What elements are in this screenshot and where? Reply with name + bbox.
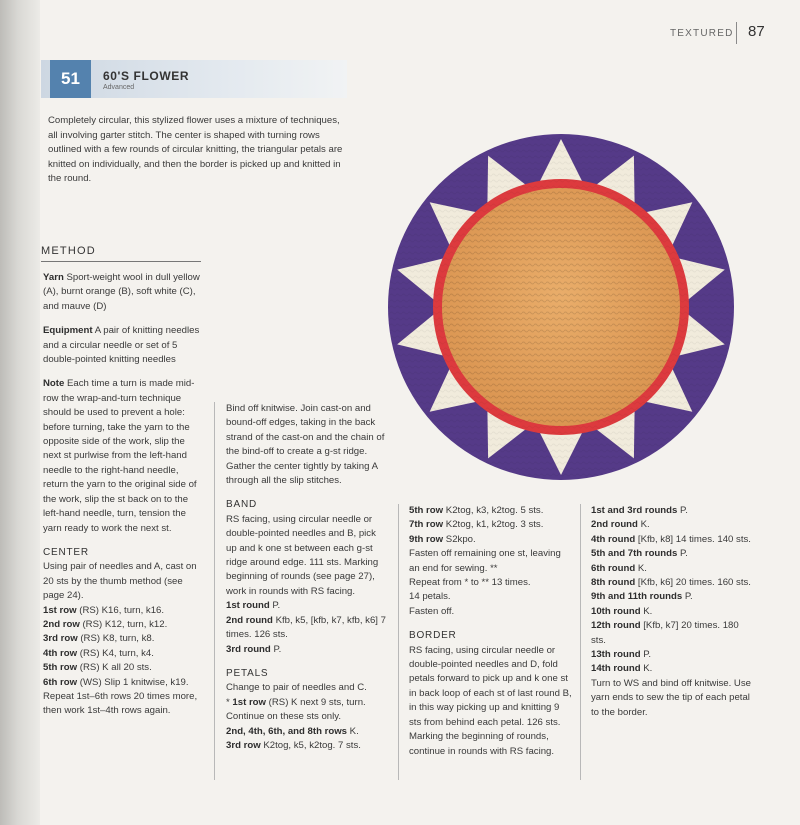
petals-row: * 1st row (RS) K next 9 sts, turn. xyxy=(226,696,366,708)
pattern-number-badge: 51 xyxy=(50,60,91,98)
petals-intro: Change to pair of needles and C. xyxy=(226,682,367,694)
equipment-text: A pair of knitting needles and a circular needle or set of 5 double-pointed knitting needles xyxy=(43,325,200,366)
border-round: 8th round [Kfb, k6] 20 times. 160 sts. xyxy=(591,577,751,589)
header-divider xyxy=(736,22,737,44)
band-round: 1st round P. xyxy=(226,600,281,612)
border-intro: RS facing, using circular needle or double-pointed needles and D, fold petals forward to pick up and k one st in back loop of each st of last round B, in this way picking up and knitting 9 sts from behind each petal. 126 sts. xyxy=(409,644,572,728)
column-border-rounds xyxy=(591,504,756,720)
petals-row: 5th row K2tog, k3, k2tog. 5 sts. xyxy=(409,505,544,516)
column-materials xyxy=(43,271,205,719)
petals-count: 14 petals. xyxy=(409,591,451,603)
band-heading: BAND xyxy=(226,499,257,511)
equipment-label: Equipment xyxy=(43,325,93,337)
border-round: 5th and 7th rounds P. xyxy=(591,548,688,560)
column-divider xyxy=(398,504,399,780)
petals-row: 3rd row K2tog, k5, k2tog. 7 sts. xyxy=(226,739,361,751)
petals-repeat: Repeat from * to ** 13 times. xyxy=(409,577,531,589)
center-repeat: Repeat 1st–6th rows 20 times more, then work 1st–4th rows again. xyxy=(43,690,198,717)
band-intro: RS facing, using circular needle or double-pointed needles and B, pick up and k one st between each g-st ridge around edge. 111 sts. Marking beginning of rounds (see page 27), work in rounds with RS facing. xyxy=(226,513,379,597)
knitted-flower xyxy=(388,134,734,480)
column-petals-border xyxy=(409,504,574,759)
petals-fasten-off: Fasten off. xyxy=(409,605,455,617)
border-round: 10th round K. xyxy=(591,605,653,617)
gather-text: Gather the center tightly by taking A through all the slip stitches. xyxy=(226,460,378,487)
skill-level: Advanced xyxy=(103,84,135,91)
border-finish: Turn to WS and bind off knitwise. Use yarn ends to sew the tip of each petal to the border. xyxy=(591,677,751,718)
bind-off-text: Bind off knitwise. Join cast-on and bound-off edges, taking in the back strand of the cast-on and the chain of the bind-off to create a g-st ridge. xyxy=(226,403,385,458)
center-row: 4th row (RS) K4, turn, k4. xyxy=(43,647,154,659)
petals-even-rows: 2nd, 4th, 6th, and 8th rows K. xyxy=(226,725,359,737)
column-band-petals xyxy=(226,402,386,753)
border-round: 9th and 11th rounds P. xyxy=(591,591,693,603)
column-divider xyxy=(214,402,215,780)
band-round: 3rd round P. xyxy=(226,643,282,655)
yarn-text: Sport-weight wool in dull yellow (A), burnt orange (B), soft white (C), and mauve (D) xyxy=(43,272,200,312)
yarn-paragraph xyxy=(43,271,205,314)
border-round: 2nd round K. xyxy=(591,519,650,531)
method-heading: METHOD xyxy=(41,245,201,262)
knitted-flower-photo xyxy=(372,124,794,484)
yarn-label: Yarn xyxy=(43,272,64,283)
petals-fasten-note: Fasten off remaining one st, leaving an end for sewing. ** xyxy=(409,548,561,574)
note-label: Note xyxy=(43,378,65,390)
border-round: 12th round [Kfb, k7] 20 times. 180 sts. xyxy=(591,620,739,646)
border-heading: BORDER xyxy=(409,630,457,642)
page-header xyxy=(600,22,780,44)
center-row: 6th row (WS) Slip 1 knitwise, k19. xyxy=(43,676,189,688)
section-name: TEXTURED xyxy=(670,28,734,39)
intro-paragraph: Completely circular, this stylized flower uses a mixture of techniques, all involving garter stitch. The center is shaped with turning rows outlined with a few rounds of circular knitting, the triangular petals are knitted on individually, and then the border is picked up and knitted in the round. xyxy=(48,115,343,185)
page-number: 87 xyxy=(748,23,765,40)
note-paragraph xyxy=(43,377,205,535)
center-intro: Using pair of needles and A, cast on 20 sts by the thumb method (see page 24). xyxy=(43,561,197,602)
petals-heading: PETALS xyxy=(226,667,269,679)
center-row: 5th row (RS) K all 20 sts. xyxy=(43,662,152,674)
book-spine-shadow xyxy=(0,0,40,825)
center-heading: CENTER xyxy=(43,546,89,558)
border-round: 13th round P. xyxy=(591,649,652,661)
center-row: 2nd row (RS) K12, turn, k12. xyxy=(43,618,168,630)
pattern-title-band xyxy=(41,60,347,98)
border-marking: Marking the beginning of rounds, continue in rounds with RS facing. xyxy=(409,731,555,757)
border-round: 6th round K. xyxy=(591,562,647,574)
column-divider xyxy=(580,504,581,780)
border-round: 14th round K. xyxy=(591,663,653,675)
petals-continue: Continue on these sts only. xyxy=(226,711,342,723)
band-round: 2nd round Kfb, k5, [kfb, k7, kfb, k6] 7 times. 126 sts. xyxy=(226,614,386,641)
note-text: Each time a turn is made mid-row the wrap-and-turn technique should be used to prevent a hole: before turning, take the yarn to the opposite side of the work, slip the next st purlwise from the left-hand needle to the right-hand needle, return the yarn to the original side of the work, slip the st back on to the left-hand needle, turn, tension the yarn ready to work the next st. xyxy=(43,378,197,534)
equipment-paragraph xyxy=(43,324,205,367)
border-round: 1st and 3rd rounds P. xyxy=(591,505,688,516)
petals-row: 9th row S2kpo. xyxy=(409,533,476,545)
pattern-title: 60'S FLOWER xyxy=(103,69,190,83)
center-row: 3rd row (RS) K8, turn, k8. xyxy=(43,633,155,645)
petals-row: 7th row K2tog, k1, k2tog. 3 sts. xyxy=(409,519,544,531)
center-row: 1st row (RS) K16, turn, k16. xyxy=(43,604,165,616)
border-round: 4th round [Kfb, k8] 14 times. 140 sts. xyxy=(591,533,751,545)
